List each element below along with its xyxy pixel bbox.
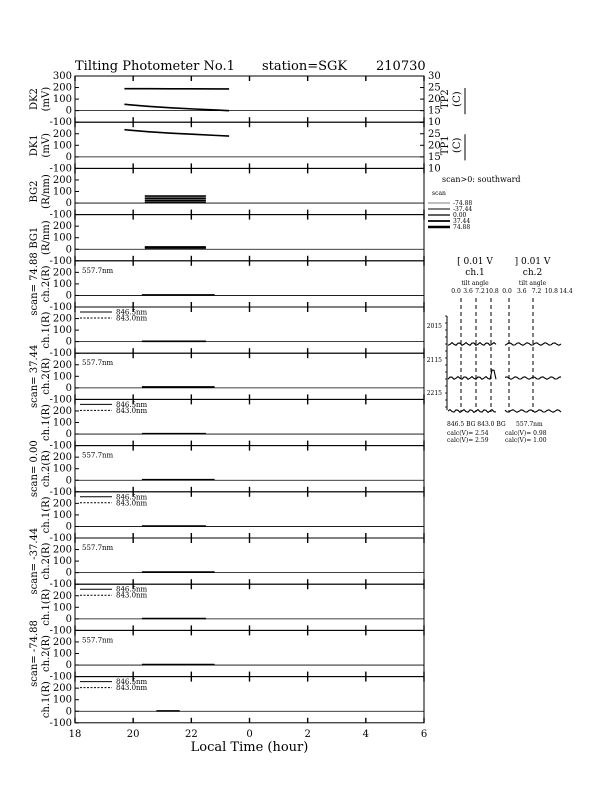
panel-frame — [75, 446, 424, 492]
right-tick-label: 15 — [428, 151, 441, 163]
inset-tilt-tick: 0.0 — [451, 288, 461, 295]
right-tick-label: 10 — [428, 163, 441, 175]
legend-label: 843.0nm — [116, 499, 148, 508]
wavelength-note: 557.7nm — [82, 266, 114, 275]
panel-bg1 — [29, 215, 424, 267]
panel-ylabel: scan= 74.88 — [29, 252, 40, 316]
panel-ylabel: BG1 — [29, 226, 40, 249]
y-tick-label: 0 — [65, 429, 72, 441]
inset-tilt-tick: 3.6 — [463, 288, 473, 295]
y-tick-label: -100 — [49, 440, 72, 452]
legend-label: 843.0nm — [116, 684, 148, 693]
right-unit-label: (C) — [452, 91, 463, 107]
panel-ylabel: scan= -74.88 — [29, 620, 40, 687]
figure-title: Tilting Photometer No.1 — [75, 59, 235, 74]
inset-trace-ch1 — [448, 410, 496, 413]
panel-bg2 — [29, 168, 424, 220]
inset-tilt-label: tilt angle — [461, 280, 489, 287]
right-tick-label: 20 — [428, 140, 441, 152]
y-tick-label: -100 — [49, 533, 72, 544]
y-tick-label: 0 — [65, 521, 72, 533]
y-tick-label: 0 — [65, 382, 72, 394]
panel-unit-label: ch.1(R) — [41, 496, 52, 534]
panel-dk2 — [29, 71, 465, 128]
inset-tilt-tick: 7.2 — [475, 288, 485, 295]
y-tick-label: -100 — [49, 394, 72, 406]
inset-tilt-tick: 10.8 — [544, 288, 558, 295]
legend-label: 843.0nm — [116, 314, 148, 323]
inset-tilt-tick: 10.8 — [485, 288, 499, 295]
y-tick-label: 200 — [52, 359, 72, 371]
inset-calc-ch1: calc(V)= 2.59 — [447, 437, 489, 444]
panel-s2c2 — [29, 345, 424, 408]
y-tick-label: 100 — [52, 694, 72, 706]
x-axis — [69, 729, 428, 755]
panel-ylabel: scan= 0.00 — [29, 440, 40, 498]
inset-calc-ch1: calc(V)= 2.54 — [447, 430, 489, 437]
panel-dk1 — [29, 122, 465, 174]
y-tick-label: 0 — [65, 660, 72, 672]
legend-label: 843.0nm — [116, 406, 148, 415]
legend-label: 843.0nm — [116, 591, 148, 600]
inset-tilt-tick: 14.4 — [559, 288, 573, 295]
y-tick-label: 100 — [52, 417, 72, 429]
y-tick-label: 200 — [52, 683, 72, 695]
y-tick-label: 200 — [52, 82, 72, 94]
legend-label: 846.5nm — [116, 678, 148, 687]
legend-label: 846.5nm — [116, 585, 148, 594]
scan-legend-title: scan>0: southward — [442, 175, 521, 184]
inset-bottom-ch2: 557.7nm — [516, 421, 543, 428]
x-tick-label: 18 — [68, 728, 82, 740]
y-tick-label: 200 — [52, 452, 72, 464]
x-axis-label: Local Time (hour) — [190, 739, 309, 755]
x-tick-label: 20 — [126, 728, 140, 740]
inset-time-label: 2015 — [426, 323, 442, 330]
inset-channel: ch.1 — [465, 268, 485, 278]
right-ylabel: TP1 — [440, 135, 451, 156]
panel-unit-label: ch.2(R) — [41, 265, 52, 303]
legend-label: 846.5nm — [116, 308, 148, 317]
y-tick-label: -100 — [49, 255, 72, 267]
inset-channel: ch.2 — [522, 268, 543, 278]
right-tick-label: 15 — [428, 105, 441, 117]
y-tick-label: 100 — [52, 278, 72, 290]
inset-bottom-ch1: 846.5 BG 843.0 BG — [447, 421, 506, 428]
right-tick-label: 25 — [428, 128, 441, 140]
y-tick-label: 100 — [52, 94, 72, 106]
y-tick-label: 200 — [52, 544, 72, 556]
panel-frame — [75, 76, 424, 122]
right-unit-label: (C) — [452, 137, 463, 154]
panel-frame — [75, 353, 424, 399]
panel-unit-label: ch.1(R) — [41, 404, 52, 441]
y-tick-label: 100 — [52, 602, 72, 614]
panel-frame — [75, 122, 424, 168]
y-tick-label: 100 — [52, 140, 72, 152]
panel-ylabel: scan= -37.44 — [29, 527, 40, 595]
y-tick-label: 100 — [52, 232, 72, 244]
y-tick-label: -100 — [49, 579, 72, 591]
inset-tilt-tick: 7.2 — [531, 288, 542, 295]
y-tick-label: 200 — [52, 313, 72, 325]
y-tick-label: 0 — [65, 151, 72, 163]
y-tick-label: 300 — [52, 71, 72, 82]
y-tick-label: 200 — [52, 590, 72, 602]
inset-scale: [ 0.01 V — [457, 257, 493, 267]
panel-unit-label: ch.2(R) — [41, 635, 52, 672]
right-tick-label: 30 — [428, 71, 441, 82]
legend-label: 846.5nm — [116, 493, 148, 502]
y-tick-label: 200 — [52, 267, 72, 279]
scan-legend-label: 74.88 — [453, 224, 471, 231]
panel-unit-label: ch.2(R) — [41, 357, 52, 395]
panel-s1c1 — [41, 307, 424, 359]
panel-s2c1 — [41, 399, 424, 451]
panel-frame — [75, 215, 424, 261]
panel-s1c2 — [29, 252, 424, 315]
x-tick-label: 4 — [362, 728, 370, 740]
y-tick-label: -100 — [49, 671, 72, 683]
inset-tilt-label: tilt angle — [518, 280, 547, 287]
scan-legend-label: 0.00 — [453, 212, 467, 219]
y-tick-label: 200 — [52, 221, 72, 233]
date-label: 210730 — [376, 59, 426, 74]
panel-ylabel: DK2 — [29, 88, 40, 111]
scan-legend-label: -74.88 — [453, 200, 473, 207]
right-tick-label: 25 — [428, 82, 441, 94]
figure-header — [75, 59, 426, 74]
x-tick-label: 22 — [184, 728, 198, 740]
y-tick-label: 200 — [52, 128, 72, 140]
panel-unit-label: ch.2(R) — [41, 450, 52, 488]
y-tick-label: 0 — [65, 105, 72, 117]
scan-legend — [428, 175, 521, 231]
y-tick-label: -100 — [49, 163, 72, 175]
right-tick-label: 10 — [428, 117, 441, 129]
station-label: station=SGK — [262, 59, 348, 74]
right-ylabel: TP2 — [440, 89, 451, 109]
scan-legend-label: 37.44 — [453, 218, 471, 225]
inset-calc-ch2: calc(V)= 0.98 — [505, 430, 547, 437]
wavelength-note: 557.7nm — [82, 636, 114, 645]
y-tick-label: -100 — [49, 209, 72, 221]
y-tick-label: 0 — [65, 706, 72, 718]
y-tick-label: 0 — [65, 475, 72, 487]
inset-trace-ch1 — [448, 343, 496, 346]
inset-calc-ch2: calc(V)= 1.00 — [505, 437, 547, 444]
y-tick-label: -100 — [49, 302, 72, 313]
inset-time-label: 2215 — [426, 390, 442, 397]
x-tick-label: 0 — [246, 728, 253, 740]
panel-stack — [29, 71, 465, 729]
panel-unit-label: ch.1(R) — [41, 681, 52, 719]
x-tick-label: 6 — [420, 728, 428, 740]
inset-trace-ch1 — [448, 370, 496, 379]
y-tick-label: 200 — [52, 405, 72, 417]
inset-scale: ] 0.01 V — [514, 257, 551, 267]
y-tick-label: 0 — [65, 336, 72, 348]
panel-ylabel: BG2 — [29, 180, 40, 203]
y-tick-label: 100 — [52, 325, 72, 337]
y-tick-label: -100 — [49, 717, 72, 729]
panel-unit-label: (R/nm) — [41, 174, 52, 209]
y-tick-label: 100 — [52, 186, 72, 198]
y-tick-label: -100 — [49, 625, 72, 637]
legend-label: 846.5nm — [116, 400, 148, 409]
y-tick-label: -100 — [49, 117, 72, 129]
panel-frame — [75, 168, 424, 214]
inset-tilt-tick: 3.6 — [516, 288, 527, 295]
right-tick-label: 20 — [428, 94, 441, 106]
tilt-inset — [427, 257, 573, 444]
x-tick-label: 2 — [304, 728, 311, 740]
panel-s4c1 — [41, 584, 424, 636]
wavelength-note: 557.7nm — [82, 451, 114, 460]
panel-unit-label: (R/nm) — [41, 220, 52, 256]
y-tick-label: -100 — [49, 348, 72, 360]
panel-unit-label: (mV) — [41, 86, 52, 112]
panel-ylabel: DK1 — [29, 134, 40, 157]
y-tick-label: 0 — [65, 198, 72, 210]
panel-unit-label: ch.1(R) — [41, 588, 52, 626]
wavelength-note: 557.7nm — [82, 544, 114, 552]
panel-unit-label: ch.2(R) — [41, 542, 52, 580]
scan-legend-label: -37.44 — [453, 206, 473, 213]
series-line — [124, 130, 229, 136]
y-tick-label: 100 — [52, 509, 72, 521]
y-tick-label: 100 — [52, 371, 72, 383]
y-tick-label: 0 — [65, 290, 72, 302]
panel-frame — [75, 261, 424, 307]
y-tick-label: 100 — [52, 463, 72, 475]
scan-legend-header: scan — [432, 190, 446, 197]
panel-ylabel: scan= 37.44 — [29, 344, 40, 408]
y-tick-label: 200 — [52, 498, 72, 510]
y-tick-label: 0 — [65, 613, 72, 625]
y-tick-label: 100 — [52, 648, 72, 660]
y-tick-label: 200 — [52, 174, 72, 186]
panel-frame — [75, 630, 424, 676]
panel-unit-label: (mV) — [41, 133, 52, 158]
wavelength-note: 557.7nm — [82, 359, 114, 368]
panel-s3c1 — [41, 492, 424, 544]
y-tick-label: 100 — [52, 556, 72, 568]
inset-time-label: 2115 — [426, 357, 442, 364]
y-tick-label: 0 — [65, 567, 72, 579]
y-tick-label: 200 — [52, 636, 72, 648]
series-line — [124, 104, 229, 110]
panel-unit-label: ch.1(R) — [41, 311, 52, 349]
y-tick-label: 0 — [65, 244, 72, 256]
panel-s5c1 — [41, 677, 424, 729]
panel-frame — [75, 538, 424, 584]
panel-s3c2 — [29, 440, 424, 498]
inset-tilt-tick: 0.0 — [502, 288, 512, 295]
y-tick-label: -100 — [49, 486, 72, 498]
